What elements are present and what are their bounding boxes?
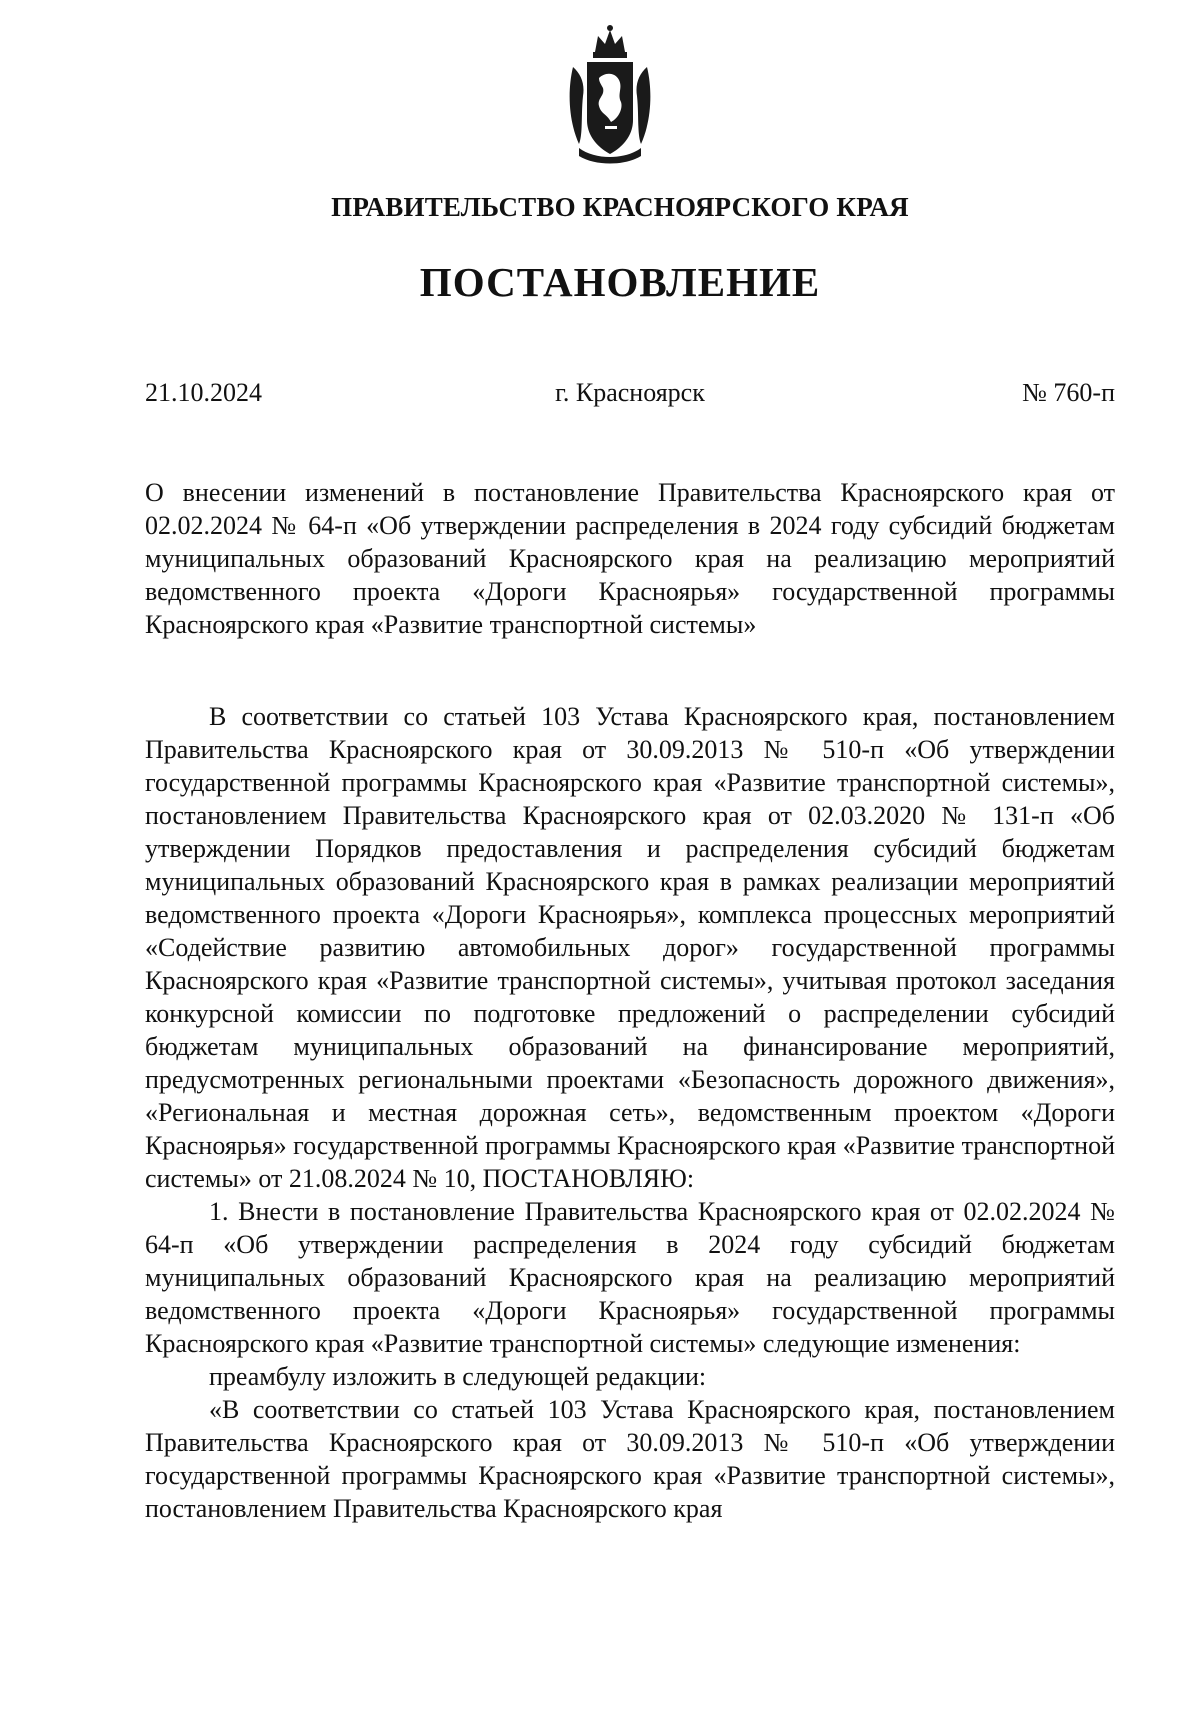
document-city: г. Красноярск <box>555 378 705 407</box>
body-paragraph: В соответствии со статьей 103 Устава Красноярского края, постановлением Правительства Красноярского края от 30.09.2013 № 510-п «Об утверждении государственной программы Красноярского края «Развитие транспортной системы», постановлением Правительства Красноярского края от 02.03.2020 № 131-п «Об утверждении Порядков предоставления и распределения субсидий бюджетам муниципальных образований Красноярского края в рамках реализации мероприятий ведомственного проекта «Дороги Красноярья», комплекса процессных мероприятий «Содействие развитию автомобильных дорог» государственной программы Красноярского края «Развитие транспортной системы», учитывая протокол заседания конкурсной комиссии по подготовке предложений о распределении субсидий бюджетам муниципальных образований на финансирование мероприятий, предусмотренных региональными проектами «Безопасность дорожного движения», «Региональная и местная дорожная сеть», ведомственным проектом «Дороги Красноярья» государственной программы Красноярского края «Развитие транспортной системы» от 21.08.2024 № 10, ПОСТАНОВЛЯЮ: <box>145 702 1115 1193</box>
document-body <box>145 700 1115 1525</box>
document-type-heading: ПОСТАНОВЛЕНИЕ <box>419 259 821 305</box>
document-date: 21.10.2024 <box>145 378 262 407</box>
body-paragraph: «В соответствии со статьей 103 Устава Красноярского края, постановлением Правительства Красноярского края от 30.09.2013 № 510-п «Об утверждении государственной программы Красноярского края «Развитие транспортной системы», постановлением Правительства Красноярского края <box>145 1395 1115 1523</box>
document-meta-row <box>145 378 1115 410</box>
document-number: № 760-п <box>1022 378 1115 407</box>
body-paragraph: 1. Внести в постановление Правительства Красноярского края от 02.02.2024 № 64-п «Об утверждении распределения в 2024 году субсидий бюджетам муниципальных образований Красноярского края на реализацию мероприятий ведомственного проекта «Дороги Красноярья» государственной программы Красноярского края «Развитие транспортной системы» следующие изменения: <box>145 1197 1115 1358</box>
body-paragraph: преамбулу изложить в следующей редакции: <box>209 1362 707 1391</box>
organization-title: ПРАВИТЕЛЬСТВО КРАСНОЯРСКОГО КРАЯ <box>331 192 909 222</box>
krasnoyarsk-coat-of-arms-icon <box>565 22 655 167</box>
document-subject: О внесении изменений в постановление Правительства Красноярского края от 02.02.2024 № 64-п «Об утверждении распределения в 2024 году субсидий бюджетам муниципальных образований Красноярского края на реализацию мероприятий ведомственного проекта «Дороги Красноярья» государственной программы Красноярского края «Развитие транспортной системы» <box>145 478 1115 639</box>
